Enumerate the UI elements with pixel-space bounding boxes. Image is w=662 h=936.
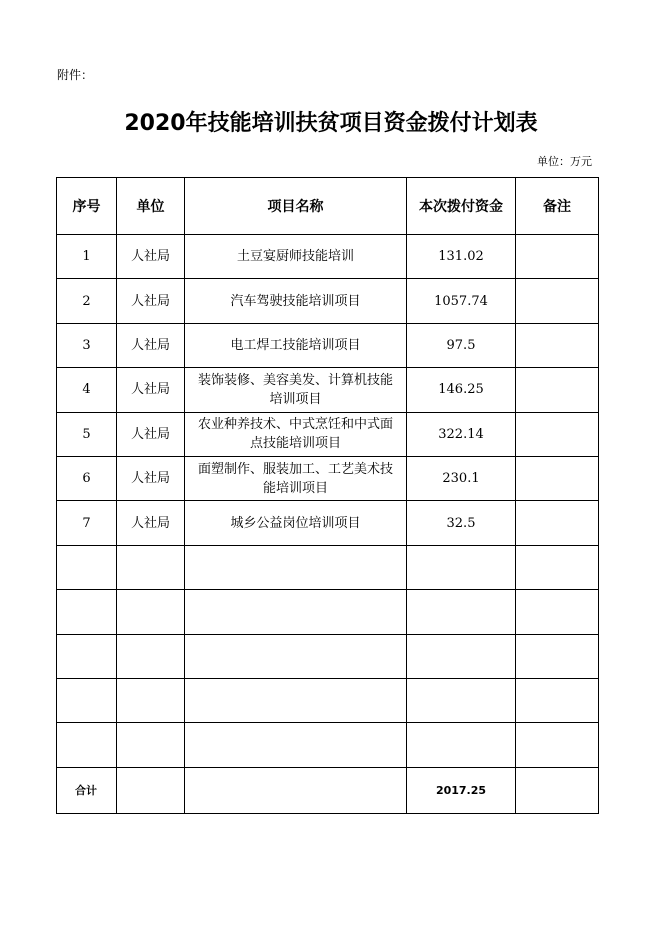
cell-note	[516, 456, 599, 500]
cell-amount: 322.14	[407, 412, 516, 456]
cell-project-name: 土豆宴厨师技能培训	[185, 235, 407, 279]
cell-project-name	[185, 723, 407, 767]
cell-note	[516, 590, 599, 634]
total-name-cell	[185, 767, 407, 813]
cell-project-name	[185, 590, 407, 634]
table-row	[57, 368, 599, 412]
cell-no	[57, 590, 117, 634]
table-row	[57, 590, 599, 634]
cell-no	[57, 723, 117, 767]
table-row	[57, 501, 599, 545]
cell-amount: 131.02	[407, 235, 516, 279]
total-note-cell	[516, 767, 599, 813]
cell-unit	[117, 590, 185, 634]
cell-unit: 人社局	[117, 235, 185, 279]
cell-no: 3	[57, 323, 117, 367]
column-header-unit: 单位	[117, 178, 185, 235]
total-amount: 2017.25	[407, 767, 516, 813]
cell-project-name	[185, 545, 407, 589]
column-header-no: 序号	[57, 178, 117, 235]
cell-unit	[117, 634, 185, 678]
cell-no: 1	[57, 235, 117, 279]
cell-no	[57, 634, 117, 678]
table-row	[57, 545, 599, 589]
cell-amount	[407, 590, 516, 634]
cell-note	[516, 412, 599, 456]
cell-unit: 人社局	[117, 279, 185, 323]
cell-project-name: 装饰装修、美容美发、计算机技能培训项目	[185, 368, 407, 412]
unit-label: 单位：万元	[537, 155, 592, 168]
cell-project-name	[185, 634, 407, 678]
cell-amount: 146.25	[407, 368, 516, 412]
cell-unit: 人社局	[117, 323, 185, 367]
total-unit-cell	[117, 767, 185, 813]
cell-no: 7	[57, 501, 117, 545]
table-row	[57, 456, 599, 500]
cell-unit	[117, 723, 185, 767]
total-label: 合计	[57, 767, 117, 813]
cell-unit: 人社局	[117, 368, 185, 412]
cell-amount	[407, 634, 516, 678]
page-title: 2020年技能培训扶贫项目资金拨付计划表	[124, 111, 538, 136]
table-header-row	[57, 178, 599, 235]
cell-no: 6	[57, 456, 117, 500]
cell-amount: 1057.74	[407, 279, 516, 323]
table-row	[57, 634, 599, 678]
cell-amount: 32.5	[407, 501, 516, 545]
cell-no: 5	[57, 412, 117, 456]
cell-note	[516, 368, 599, 412]
cell-amount	[407, 678, 516, 722]
cell-note	[516, 545, 599, 589]
cell-no	[57, 545, 117, 589]
table-row	[57, 723, 599, 767]
cell-note	[516, 323, 599, 367]
table-row	[57, 235, 599, 279]
cell-note	[516, 235, 599, 279]
cell-unit: 人社局	[117, 412, 185, 456]
cell-amount: 97.5	[407, 323, 516, 367]
cell-project-name: 农业种养技术、中式烹饪和中式面点技能培训项目	[185, 412, 407, 456]
cell-amount	[407, 545, 516, 589]
cell-unit	[117, 678, 185, 722]
cell-project-name: 电工焊工技能培训项目	[185, 323, 407, 367]
table-row	[57, 412, 599, 456]
table-row	[57, 279, 599, 323]
cell-unit	[117, 545, 185, 589]
cell-note	[516, 678, 599, 722]
cell-note	[516, 634, 599, 678]
cell-no	[57, 678, 117, 722]
column-header-project-name: 项目名称	[185, 178, 407, 235]
attachment-label: 附件：	[57, 68, 94, 82]
column-header-amount: 本次拨付资金	[407, 178, 516, 235]
cell-project-name	[185, 678, 407, 722]
cell-no: 4	[57, 368, 117, 412]
cell-project-name: 面塑制作、服装加工、工艺美术技能培训项目	[185, 456, 407, 500]
table-row	[57, 678, 599, 722]
total-row	[57, 767, 599, 813]
cell-note	[516, 723, 599, 767]
column-header-note: 备注	[516, 178, 599, 235]
cell-amount	[407, 723, 516, 767]
cell-note	[516, 501, 599, 545]
cell-amount: 230.1	[407, 456, 516, 500]
cell-unit: 人社局	[117, 456, 185, 500]
cell-no: 2	[57, 279, 117, 323]
cell-unit: 人社局	[117, 501, 185, 545]
cell-project-name: 汽车驾驶技能培训项目	[185, 279, 407, 323]
table-row	[57, 323, 599, 367]
funding-plan-table	[56, 177, 599, 814]
cell-project-name: 城乡公益岗位培训项目	[185, 501, 407, 545]
cell-note	[516, 279, 599, 323]
